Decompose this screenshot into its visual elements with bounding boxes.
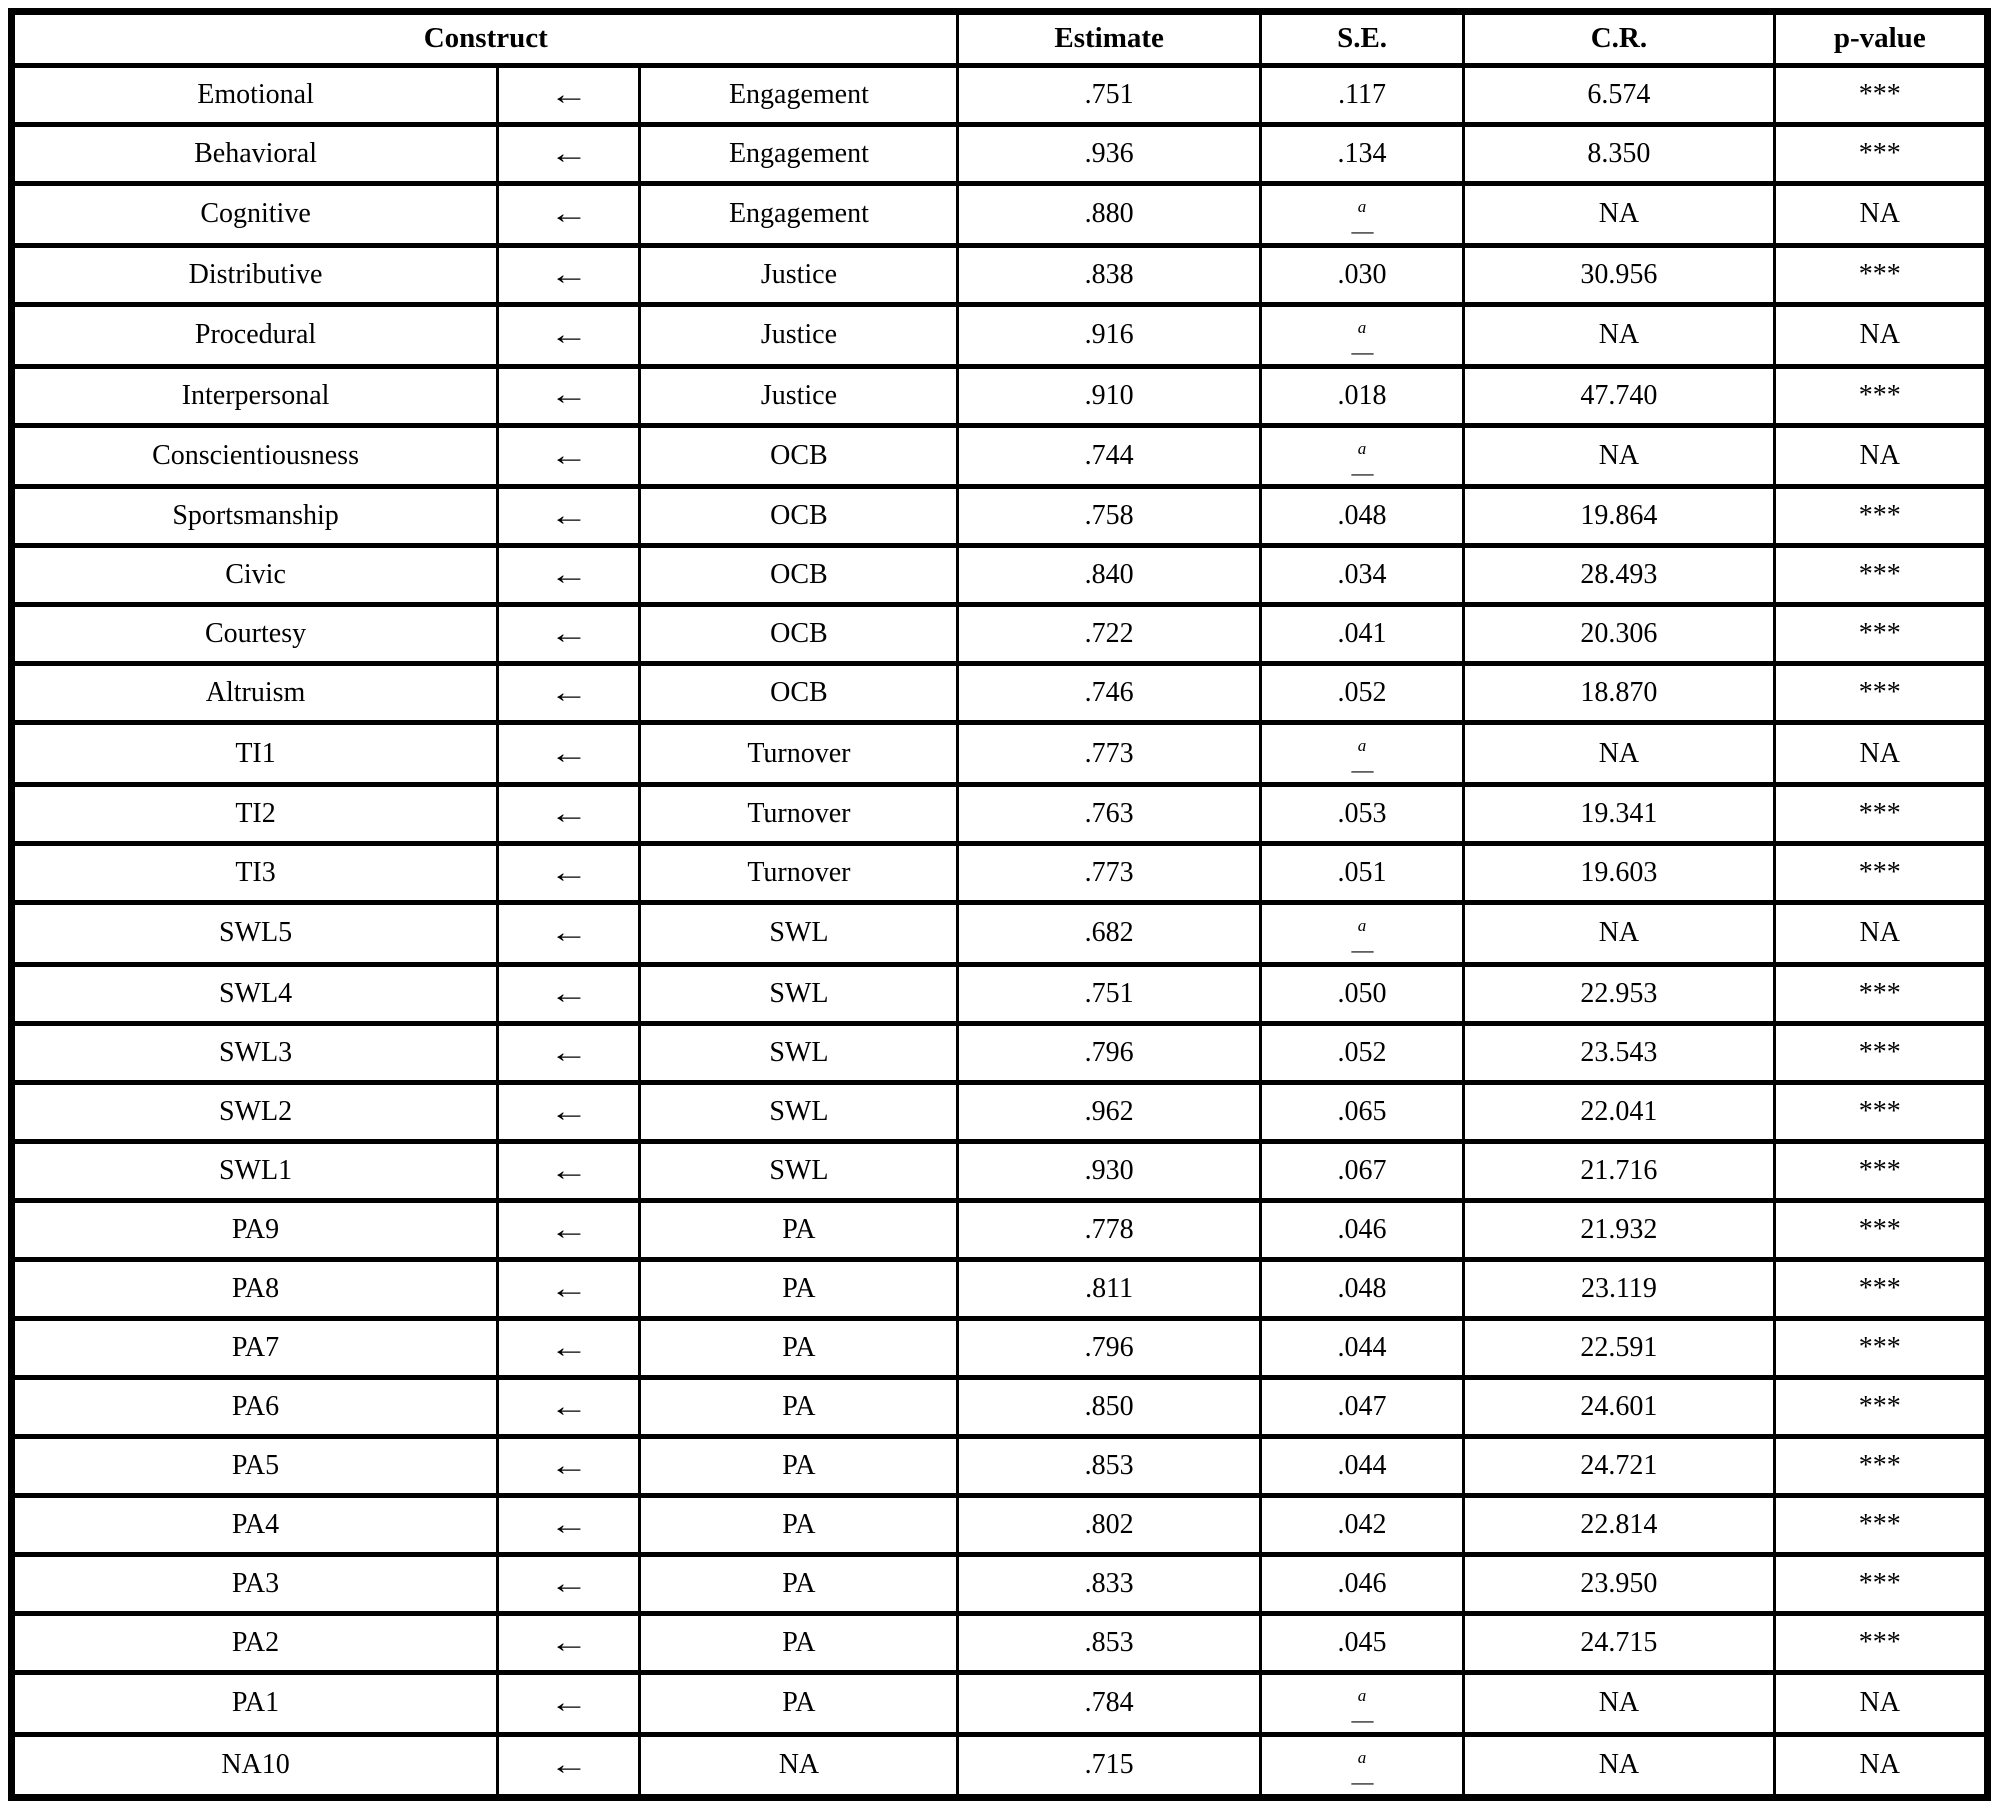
se-footnote-marker [1352, 1687, 1373, 1730]
table-row [12, 664, 1988, 723]
pvalue-cell: *** [1774, 1436, 1987, 1495]
left-arrow-icon: ← [549, 1566, 589, 1600]
table-row [12, 785, 1988, 844]
footnote-a: a [1357, 317, 1367, 337]
estimate-cell: .962 [958, 1082, 1260, 1141]
pvalue-cell: NA [1774, 425, 1987, 487]
pvalue-cell: *** [1774, 66, 1987, 125]
pvalue-cell: *** [1774, 1082, 1987, 1141]
arrow-cell [498, 1141, 640, 1200]
footnote-a: a [1357, 736, 1367, 756]
left-arrow-icon: ← [549, 1094, 589, 1128]
se-cell: .041 [1260, 605, 1464, 664]
cr-cell: 19.341 [1464, 785, 1774, 844]
indicator-cell: PA1 [12, 1672, 498, 1734]
table-row [12, 1023, 1988, 1082]
indicator-cell: SWL2 [12, 1082, 498, 1141]
left-arrow-icon: ← [549, 916, 589, 950]
estimate-cell: .778 [958, 1200, 1260, 1259]
footnote-a: a [1357, 1685, 1367, 1705]
arrow-cell [498, 1613, 640, 1672]
indicator-cell: SWL3 [12, 1023, 498, 1082]
se-cell: .045 [1260, 1613, 1464, 1672]
estimate-cell: .746 [958, 664, 1260, 723]
table-row [12, 723, 1988, 785]
pvalue-cell: *** [1774, 366, 1987, 425]
cr-cell: 28.493 [1464, 546, 1774, 605]
se-cell: .134 [1260, 125, 1464, 184]
se-cell [1260, 1672, 1464, 1734]
table-row [12, 844, 1988, 903]
left-arrow-icon: ← [549, 1686, 589, 1720]
pvalue-cell: *** [1774, 844, 1987, 903]
arrow-cell [498, 304, 640, 366]
construct-cell: Justice [640, 245, 958, 304]
table-row [12, 903, 1988, 965]
arrow-cell [498, 546, 640, 605]
left-arrow-icon: ← [549, 378, 589, 412]
left-arrow-icon: ← [549, 736, 589, 770]
estimate-cell: .715 [958, 1734, 1260, 1797]
left-arrow-icon: ← [549, 499, 589, 533]
table-row [12, 1318, 1988, 1377]
estimate-cell: .811 [958, 1259, 1260, 1318]
indicator-cell: PA5 [12, 1436, 498, 1495]
construct-cell: PA [640, 1259, 958, 1318]
left-arrow-icon: ← [549, 1389, 589, 1423]
estimate-cell: .744 [958, 425, 1260, 487]
header-cr: C.R. [1464, 12, 1774, 66]
construct-cell: SWL [640, 1082, 958, 1141]
cr-cell: NA [1464, 425, 1774, 487]
cr-cell: NA [1464, 184, 1774, 246]
pvalue-cell: *** [1774, 245, 1987, 304]
estimate-cell: .916 [958, 304, 1260, 366]
arrow-cell [498, 844, 640, 903]
cr-cell: NA [1464, 304, 1774, 366]
cr-cell: 22.591 [1464, 1318, 1774, 1377]
left-arrow-icon: ← [549, 617, 589, 651]
indicator-cell: Sportsmanship [12, 487, 498, 546]
se-cell: .034 [1260, 546, 1464, 605]
indicator-cell: Altruism [12, 664, 498, 723]
estimate-cell: .910 [958, 366, 1260, 425]
footnote-dash: — [1351, 1706, 1373, 1732]
construct-cell: SWL [640, 903, 958, 965]
indicator-cell: PA7 [12, 1318, 498, 1377]
indicator-cell: SWL1 [12, 1141, 498, 1200]
indicator-cell: Courtesy [12, 605, 498, 664]
left-arrow-icon: ← [549, 317, 589, 351]
footnote-dash: — [1351, 757, 1373, 783]
se-cell: .046 [1260, 1554, 1464, 1613]
arrow-cell [498, 664, 640, 723]
cr-cell: 24.601 [1464, 1377, 1774, 1436]
estimate-cell: .773 [958, 844, 1260, 903]
cr-cell: 22.041 [1464, 1082, 1774, 1141]
left-arrow-icon: ← [549, 1212, 589, 1246]
construct-cell: OCB [640, 487, 958, 546]
footnote-dash: — [1351, 459, 1373, 485]
se-cell: .051 [1260, 844, 1464, 903]
table-row [12, 1082, 1988, 1141]
footnote-a: a [1357, 916, 1367, 936]
se-cell [1260, 723, 1464, 785]
cr-cell: 6.574 [1464, 66, 1774, 125]
cr-cell: 18.870 [1464, 664, 1774, 723]
cr-cell: 24.715 [1464, 1613, 1774, 1672]
table-row [12, 125, 1988, 184]
arrow-cell [498, 605, 640, 664]
arrow-cell [498, 1082, 640, 1141]
indicator-cell: Cognitive [12, 184, 498, 246]
construct-cell: PA [640, 1672, 958, 1734]
construct-cell: OCB [640, 425, 958, 487]
se-cell: .052 [1260, 664, 1464, 723]
table-row [12, 1554, 1988, 1613]
indicator-cell: SWL5 [12, 903, 498, 965]
cr-cell: 22.814 [1464, 1495, 1774, 1554]
arrow-cell [498, 1023, 640, 1082]
left-arrow-icon: ← [549, 197, 589, 231]
arrow-cell [498, 1672, 640, 1734]
arrow-cell [498, 125, 640, 184]
pvalue-cell: *** [1774, 1377, 1987, 1436]
estimate-cell: .850 [958, 1377, 1260, 1436]
footnote-dash: — [1351, 338, 1373, 364]
se-footnote-marker [1351, 736, 1373, 783]
cr-cell: 24.721 [1464, 1436, 1774, 1495]
left-arrow-icon: ← [549, 136, 589, 170]
pvalue-cell: *** [1774, 605, 1987, 664]
se-cell [1260, 1734, 1464, 1797]
table-row [12, 605, 1988, 664]
footnote-a: a [1357, 197, 1367, 216]
se-cell: .065 [1260, 1082, 1464, 1141]
construct-cell: Turnover [640, 723, 958, 785]
pvalue-cell: *** [1774, 1023, 1987, 1082]
footnote-dash: — [1351, 1768, 1373, 1794]
indicator-cell: PA9 [12, 1200, 498, 1259]
header-estimate: Estimate [958, 12, 1260, 66]
se-cell: .067 [1260, 1141, 1464, 1200]
left-arrow-icon: ← [549, 1153, 589, 1187]
se-cell: .046 [1260, 1200, 1464, 1259]
se-cell: .048 [1260, 1259, 1464, 1318]
se-cell [1260, 304, 1464, 366]
indicator-cell: TI1 [12, 723, 498, 785]
table-row [12, 1734, 1988, 1797]
pvalue-cell: *** [1774, 1495, 1987, 1554]
cr-cell: 21.932 [1464, 1200, 1774, 1259]
arrow-cell [498, 366, 640, 425]
cr-cell: 22.953 [1464, 964, 1774, 1023]
pvalue-cell: *** [1774, 1141, 1987, 1200]
construct-cell: Engagement [640, 125, 958, 184]
se-cell: .053 [1260, 785, 1464, 844]
construct-cell: PA [640, 1554, 958, 1613]
se-cell: .050 [1260, 964, 1464, 1023]
construct-cell: SWL [640, 1141, 958, 1200]
arrow-cell [498, 184, 640, 246]
table-row [12, 1200, 1988, 1259]
indicator-cell: TI3 [12, 844, 498, 903]
estimate-cell: .840 [958, 546, 1260, 605]
se-cell: .042 [1260, 1495, 1464, 1554]
pvalue-cell: *** [1774, 1200, 1987, 1259]
table-row [12, 425, 1988, 487]
construct-cell: NA [640, 1734, 958, 1797]
left-arrow-icon: ← [549, 676, 589, 710]
cr-cell: 23.119 [1464, 1259, 1774, 1318]
footnote-dash: — [1351, 218, 1373, 243]
construct-cell: OCB [640, 664, 958, 723]
cr-cell: NA [1464, 723, 1774, 785]
estimate-cell: .833 [958, 1554, 1260, 1613]
pvalue-cell: NA [1774, 723, 1987, 785]
table-row [12, 487, 1988, 546]
cr-cell: 21.716 [1464, 1141, 1774, 1200]
se-cell: .117 [1260, 66, 1464, 125]
cr-cell: 23.543 [1464, 1023, 1774, 1082]
construct-cell: Justice [640, 304, 958, 366]
arrow-cell [498, 425, 640, 487]
cr-cell: 19.603 [1464, 844, 1774, 903]
table-row [12, 1259, 1988, 1318]
cr-cell: 20.306 [1464, 605, 1774, 664]
se-footnote-marker [1352, 198, 1373, 241]
indicator-cell: PA4 [12, 1495, 498, 1554]
table-row [12, 1613, 1988, 1672]
cr-cell: NA [1464, 1672, 1774, 1734]
estimate-cell: .773 [958, 723, 1260, 785]
estimate-cell: .722 [958, 605, 1260, 664]
pvalue-cell: NA [1774, 1734, 1987, 1797]
arrow-cell [498, 1436, 640, 1495]
footnote-a: a [1357, 1747, 1367, 1767]
left-arrow-icon: ← [549, 796, 589, 830]
cr-cell: 30.956 [1464, 245, 1774, 304]
estimate-cell: .838 [958, 245, 1260, 304]
se-cell: .052 [1260, 1023, 1464, 1082]
indicator-cell: PA8 [12, 1259, 498, 1318]
estimate-cell: .796 [958, 1318, 1260, 1377]
header-row [12, 12, 1988, 66]
left-arrow-icon: ← [549, 558, 589, 592]
construct-cell: PA [640, 1495, 958, 1554]
estimate-cell: .682 [958, 903, 1260, 965]
table-row [12, 66, 1988, 125]
indicator-cell: Distributive [12, 245, 498, 304]
arrow-cell [498, 1200, 640, 1259]
left-arrow-icon: ← [549, 855, 589, 889]
table-row [12, 1141, 1988, 1200]
se-footnote-marker [1352, 440, 1373, 483]
se-cell: .044 [1260, 1436, 1464, 1495]
cr-cell: 23.950 [1464, 1554, 1774, 1613]
table-header [12, 12, 1988, 66]
indicator-cell: Interpersonal [12, 366, 498, 425]
estimate-cell: .751 [958, 66, 1260, 125]
construct-cell: SWL [640, 964, 958, 1023]
estimate-cell: .853 [958, 1436, 1260, 1495]
table-row [12, 964, 1988, 1023]
estimate-cell: .853 [958, 1613, 1260, 1672]
table-row [12, 1672, 1988, 1734]
construct-cell: OCB [640, 605, 958, 664]
indicator-cell: Emotional [12, 66, 498, 125]
pvalue-cell: *** [1774, 964, 1987, 1023]
table-row [12, 245, 1988, 304]
pvalue-cell: *** [1774, 1554, 1987, 1613]
left-arrow-icon: ← [549, 1507, 589, 1541]
cr-cell: NA [1464, 903, 1774, 965]
indicator-cell: NA10 [12, 1734, 498, 1797]
arrow-cell [498, 1554, 640, 1613]
construct-cell: Justice [640, 366, 958, 425]
indicator-cell: Conscientiousness [12, 425, 498, 487]
construct-cell: PA [640, 1377, 958, 1436]
table-body [12, 66, 1988, 1798]
table-row [12, 184, 1988, 246]
table-row [12, 1377, 1988, 1436]
estimate-cell: .758 [958, 487, 1260, 546]
left-arrow-icon: ← [549, 438, 589, 472]
header-construct: Construct [12, 12, 958, 66]
pvalue-cell: NA [1774, 903, 1987, 965]
indicator-cell: Civic [12, 546, 498, 605]
pvalue-cell: *** [1774, 1259, 1987, 1318]
indicator-cell: TI2 [12, 785, 498, 844]
arrow-cell [498, 1318, 640, 1377]
table-row [12, 304, 1988, 366]
arrow-cell [498, 785, 640, 844]
se-cell: .048 [1260, 487, 1464, 546]
se-footnote-marker [1352, 319, 1373, 362]
cr-cell: NA [1464, 1734, 1774, 1797]
estimate-cell: .763 [958, 785, 1260, 844]
estimate-cell: .784 [958, 1672, 1260, 1734]
se-cell: .018 [1260, 366, 1464, 425]
left-arrow-icon: ← [549, 1747, 589, 1781]
arrow-cell [498, 487, 640, 546]
construct-cell: OCB [640, 546, 958, 605]
left-arrow-icon: ← [549, 1330, 589, 1364]
left-arrow-icon: ← [549, 1625, 589, 1659]
se-cell: .044 [1260, 1318, 1464, 1377]
cr-cell: 19.864 [1464, 487, 1774, 546]
se-footnote-marker [1351, 916, 1373, 963]
estimate-cell: .930 [958, 1141, 1260, 1200]
se-footnote-marker [1352, 1749, 1373, 1792]
left-arrow-icon: ← [549, 1035, 589, 1069]
construct-cell: Turnover [640, 844, 958, 903]
estimate-cell: .796 [958, 1023, 1260, 1082]
arrow-cell [498, 66, 640, 125]
indicator-cell: PA2 [12, 1613, 498, 1672]
pvalue-cell: *** [1774, 125, 1987, 184]
indicator-cell: Procedural [12, 304, 498, 366]
construct-cell: Engagement [640, 66, 958, 125]
pvalue-cell: *** [1774, 1613, 1987, 1672]
left-arrow-icon: ← [549, 1448, 589, 1482]
cr-cell: 47.740 [1464, 366, 1774, 425]
left-arrow-icon: ← [549, 976, 589, 1010]
table-row [12, 1436, 1988, 1495]
construct-cell: PA [640, 1318, 958, 1377]
indicator-cell: Behavioral [12, 125, 498, 184]
factor-loadings-table [8, 8, 1991, 1801]
table-row [12, 546, 1988, 605]
se-cell: .030 [1260, 245, 1464, 304]
arrow-cell [498, 723, 640, 785]
construct-cell: Turnover [640, 785, 958, 844]
arrow-cell [498, 1377, 640, 1436]
arrow-cell [498, 964, 640, 1023]
pvalue-cell: *** [1774, 487, 1987, 546]
cr-cell: 8.350 [1464, 125, 1774, 184]
pvalue-cell: NA [1774, 184, 1987, 246]
arrow-cell [498, 1259, 640, 1318]
arrow-cell [498, 245, 640, 304]
header-se: S.E. [1260, 12, 1464, 66]
indicator-cell: PA6 [12, 1377, 498, 1436]
footnote-dash: — [1351, 937, 1373, 963]
construct-cell: PA [640, 1613, 958, 1672]
pvalue-cell: *** [1774, 1318, 1987, 1377]
header-pvalue: p-value [1774, 12, 1987, 66]
left-arrow-icon: ← [549, 1271, 589, 1305]
estimate-cell: .880 [958, 184, 1260, 246]
construct-cell: PA [640, 1200, 958, 1259]
left-arrow-icon: ← [549, 77, 589, 111]
se-cell [1260, 184, 1464, 246]
footnote-a: a [1357, 438, 1367, 458]
se-cell: .047 [1260, 1377, 1464, 1436]
table-row [12, 366, 1988, 425]
construct-cell: Engagement [640, 184, 958, 246]
pvalue-cell: *** [1774, 546, 1987, 605]
pvalue-cell: *** [1774, 664, 1987, 723]
left-arrow-icon: ← [549, 257, 589, 291]
se-cell [1260, 903, 1464, 965]
arrow-cell [498, 1734, 640, 1797]
se-cell [1260, 425, 1464, 487]
pvalue-cell: NA [1774, 1672, 1987, 1734]
estimate-cell: .936 [958, 125, 1260, 184]
indicator-cell: SWL4 [12, 964, 498, 1023]
estimate-cell: .802 [958, 1495, 1260, 1554]
estimate-cell: .751 [958, 964, 1260, 1023]
table-row [12, 1495, 1988, 1554]
construct-cell: SWL [640, 1023, 958, 1082]
arrow-cell [498, 1495, 640, 1554]
pvalue-cell: NA [1774, 304, 1987, 366]
arrow-cell [498, 903, 640, 965]
indicator-cell: PA3 [12, 1554, 498, 1613]
construct-cell: PA [640, 1436, 958, 1495]
pvalue-cell: *** [1774, 785, 1987, 844]
